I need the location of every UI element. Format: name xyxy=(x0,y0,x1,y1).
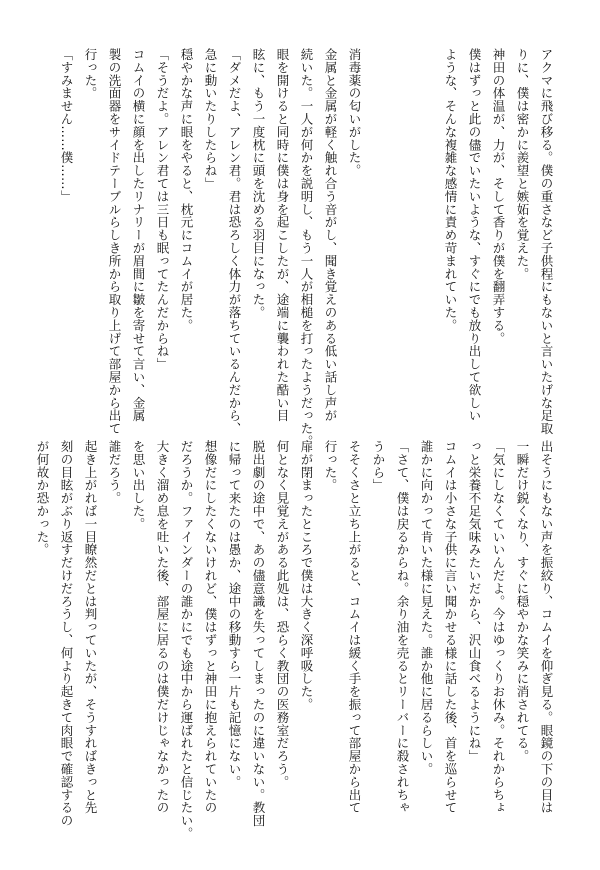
text-line: 急に動いたりしたらね」 xyxy=(203,48,218,190)
text-line: 出そうにもない声を振絞り、コムイを仰ぎ見る。眼鏡の下の目は xyxy=(539,440,554,815)
text-line: ような、そんな複雑な感情に責め苛まれていた。 xyxy=(443,48,458,332)
text-line: 行った。 xyxy=(323,440,338,492)
text-line: 眩に、もう一度枕に頭を沈める羽目になった。 xyxy=(251,48,266,319)
text-block-top xyxy=(54,48,558,448)
text-line: 僕はずっと此の儘でいたいような、すぐにでも放り出して欲しい xyxy=(467,48,482,423)
text-line: アクマに飛び移る。僕の重さなど子供程にもないと言いたげな足取 xyxy=(539,48,554,435)
text-line: 誰だろう。 xyxy=(107,440,122,505)
text-line: っと栄養不足気味みたいだから、沢山食べるようにね」 xyxy=(467,440,482,763)
text-line: うから」 xyxy=(371,440,386,492)
text-line: 脱出劇の途中で、あの儘意識を失ってしまったのに違いない。教団 xyxy=(251,440,266,827)
text-line: 扉が閉まったところで僕は大きく深呼吸した。 xyxy=(299,440,314,711)
text-line: 「さて、僕は戻るからね。余り油を売るとリーバーに殺されちゃ xyxy=(395,440,410,815)
text-line: そそくさと立ち上がると、コムイは緩く手を振って部屋から出て xyxy=(347,440,362,815)
text-line: コムイは小さな子供に言い聞かせる様に話した後、首を巡らせて xyxy=(443,440,458,815)
text-line: りに、僕は密かに羨望と嫉妬を覚えた。 xyxy=(515,48,530,281)
text-block-bottom xyxy=(30,440,558,840)
text-line: だろうか。ファインダーの誰かにでも途中から運ばれたと信じたい。 xyxy=(179,440,194,840)
text-line: に帰って来たのは愚か、途中の移動すら一片も記憶にない。 xyxy=(227,440,242,789)
text-line: 起き上がれば一目瞭然だとは判っていたが、そうすればきっと先 xyxy=(83,440,98,815)
text-line: 製の洗面器をサイドテーブルらしき所から取り上げて部屋から出て xyxy=(107,48,122,435)
text-line xyxy=(390,48,414,428)
text-line: 一瞬だけ鋭くなり、すぐに穏やかな笑みに消されてる。 xyxy=(515,440,530,763)
text-line: 「ダメだよ、アレン君。君は恐ろしく体力が落ちているんだから、 xyxy=(227,48,242,435)
text-line: 神田の体温が、力が、そして香りが僕を翻弄する。 xyxy=(491,48,506,345)
text-line: コムイの横に顔を出したリナリーが眉間に皺を寄せて言い、金属 xyxy=(131,48,146,423)
text-line: 刻の目眩がぶり返すだけだろうし、何より起きて肉眼で確認するの xyxy=(59,440,74,827)
text-line: 行った。 xyxy=(83,48,98,100)
text-line: 誰かに向かって肯いた様に見えた。誰か他に居るらしい。 xyxy=(419,440,434,776)
text-line: が何故か恐かった。 xyxy=(35,440,50,557)
text-line xyxy=(366,48,390,428)
text-line: を思い出した。 xyxy=(131,440,146,531)
text-line: 何となく見覚えがある此処は、恐らく教団の医務室だろう。 xyxy=(275,440,290,789)
text-line: 続いた。一人が何かを説明し、もう一人が相槌を打ったようだった。 xyxy=(299,48,314,448)
text-line: 「すみません……僕……」 xyxy=(59,48,74,203)
text-line: 大きく溜め息を吐いた後、部屋に居るのは僕だけじゃなかったの xyxy=(155,440,170,815)
text-line: 眼を開けると同時に僕は身を起こしたが、途端に襲われた酷い目 xyxy=(275,48,290,423)
text-line: 金属と金属が軽く触れ合う音がし、聞き覚えのある低い話し声が xyxy=(323,48,338,423)
text-line: 「そうだよ。アレン君ては三日も眠ってたんだからね」 xyxy=(155,48,170,371)
text-line: 想像だにしたくないけれど、僕はずっと神田に抱えられていたの xyxy=(203,440,218,815)
text-line: 「気にしなくていいんだよ。今はゆっくりお休み。それからちょ xyxy=(491,440,506,815)
text-line: 消毒薬の匂いがした。 xyxy=(347,48,362,177)
text-line xyxy=(414,48,438,428)
text-line: 穏やかな声に眼をやると、枕元にコムイが居た。 xyxy=(179,48,194,332)
